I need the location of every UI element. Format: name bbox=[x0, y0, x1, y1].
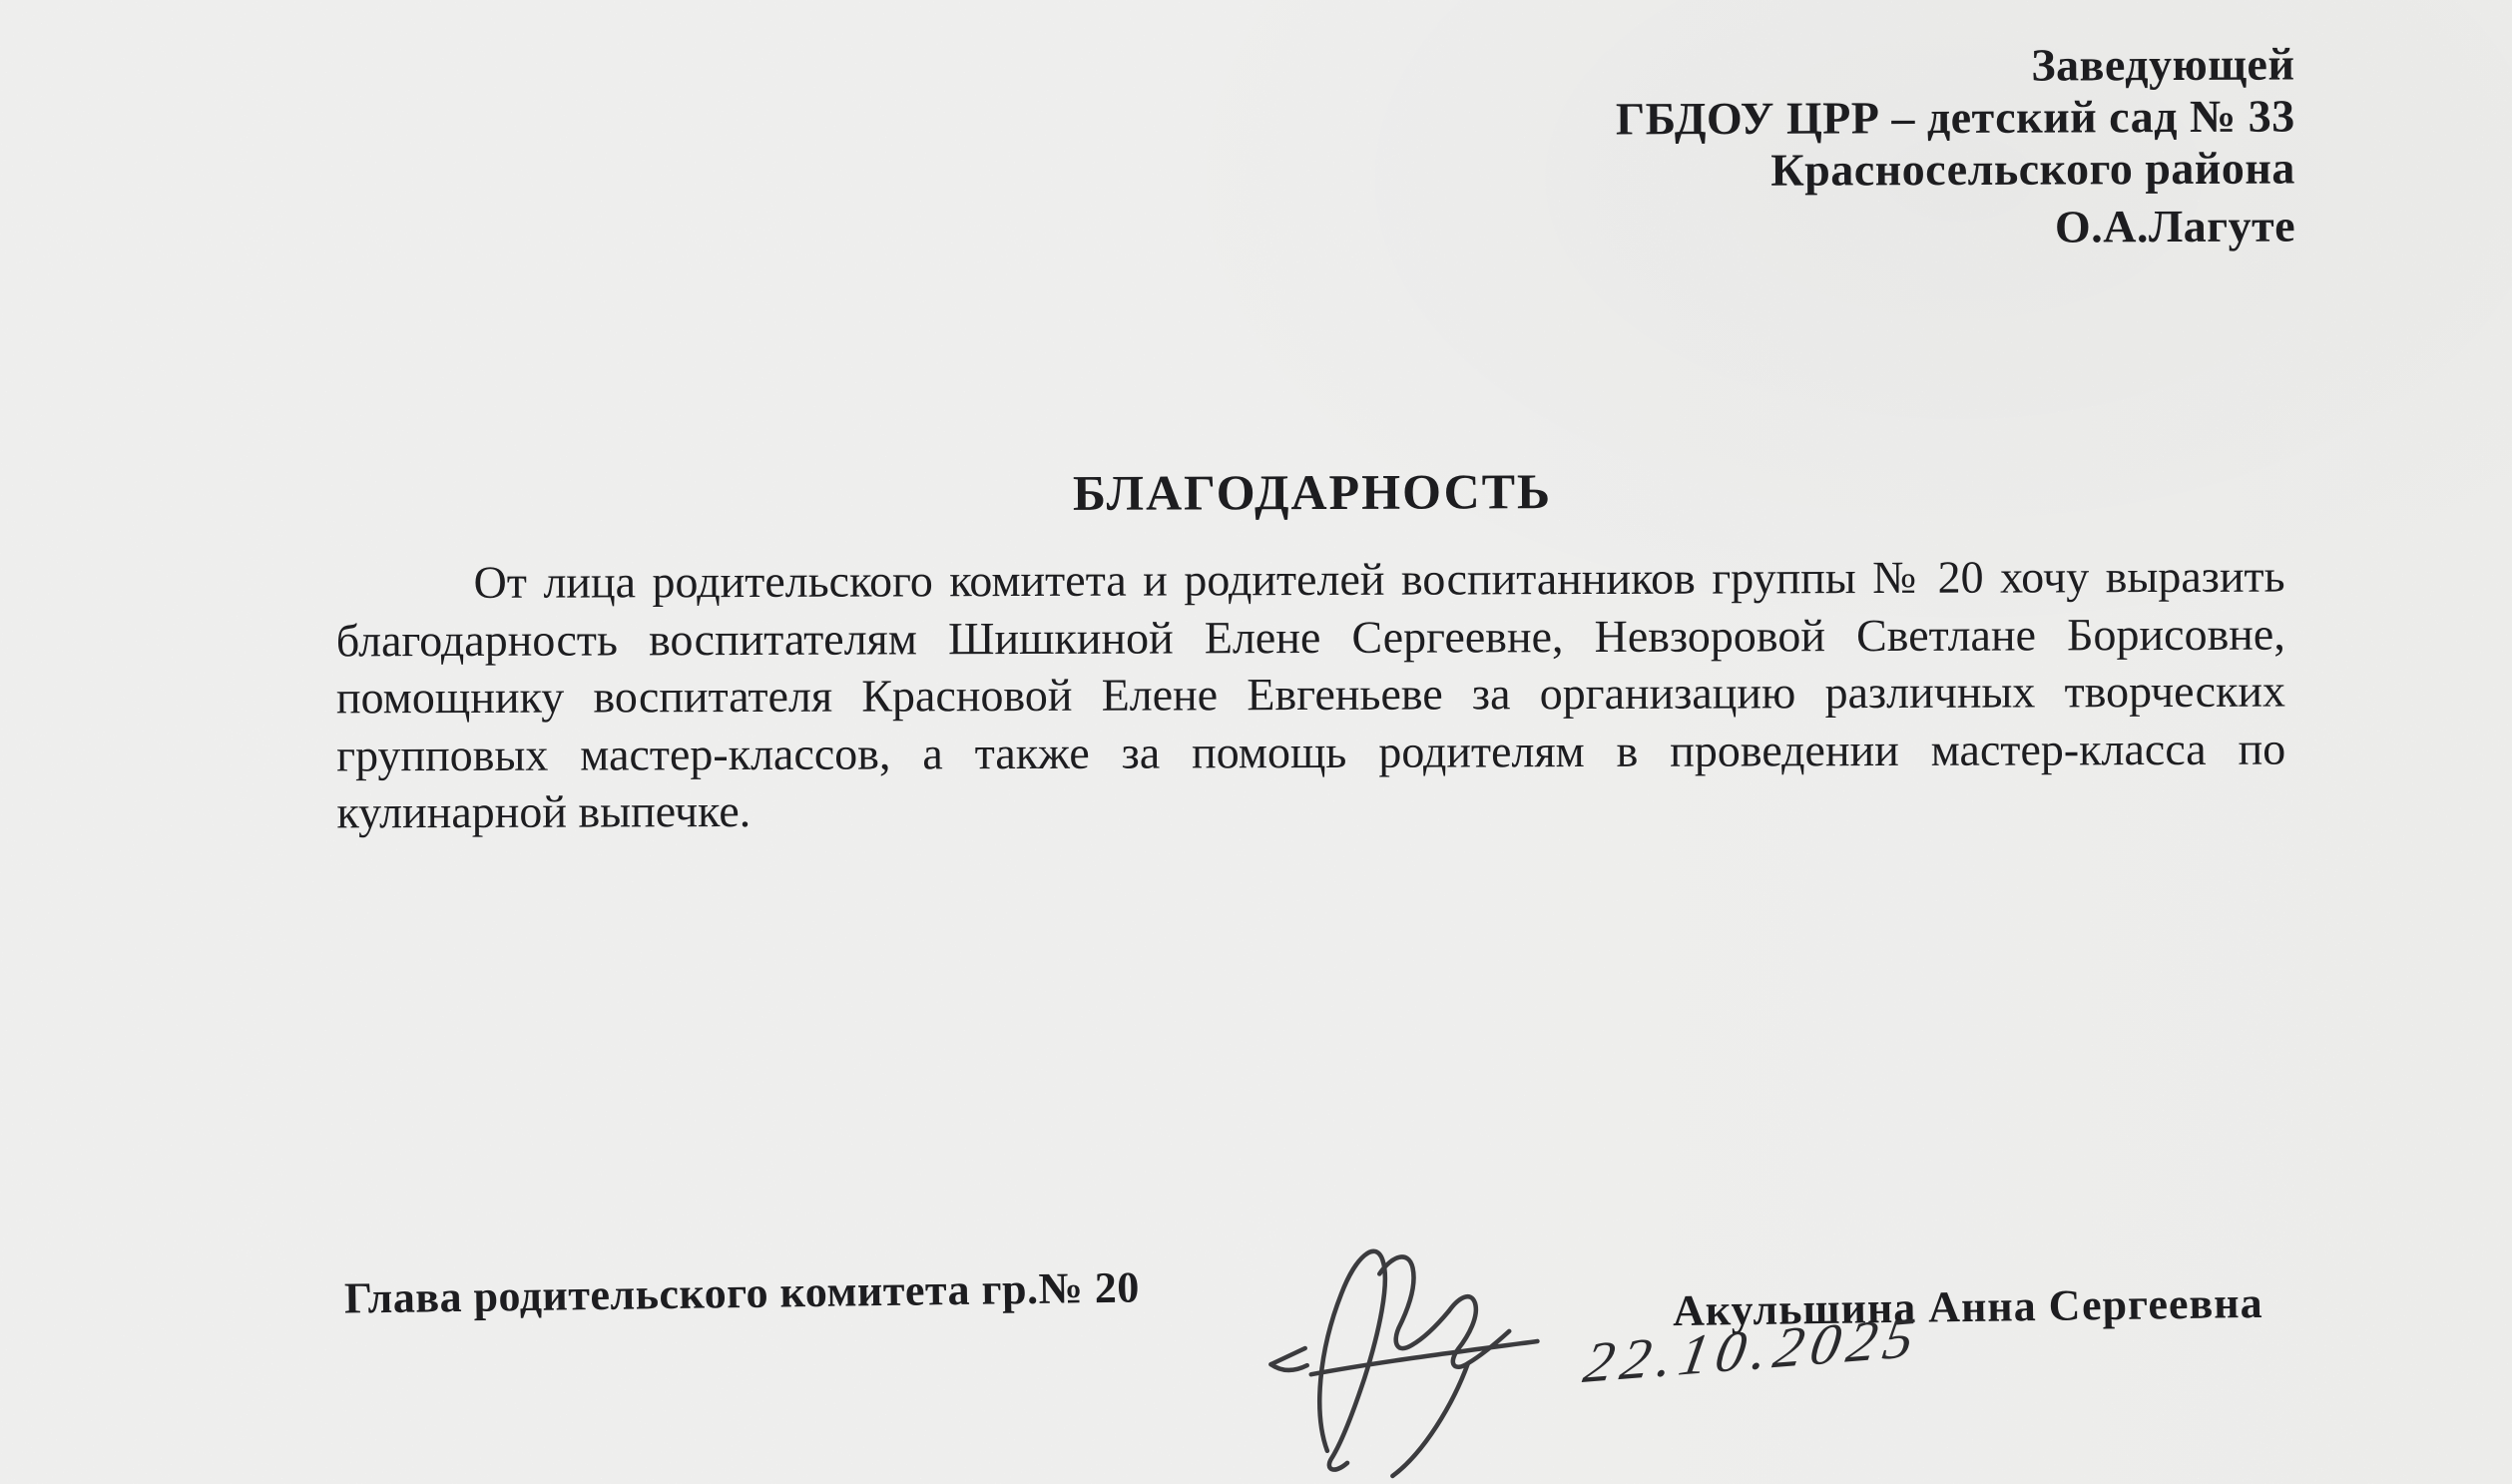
recipient-line-district: Красносельского района bbox=[1770, 142, 2296, 196]
body-line: От лица родительского комитета и родителей воспитанников группы № 20 хочу выразить bbox=[473, 550, 2285, 608]
document-title: БЛАГОДАРНОСТЬ bbox=[1072, 463, 1553, 521]
body-line: благодарность воспитателям Шишкиной Елене Сергеевне, Невзоровой Светлане Борисовне, bbox=[335, 608, 2285, 666]
handwritten-date: 22.10.2025 bbox=[1579, 1304, 1926, 1395]
body-line: кулинарной выпечке. bbox=[336, 784, 752, 838]
recipient-line-name: О.А.Лагуте bbox=[2055, 200, 2296, 252]
recipient-line-organization: ГБДОУ ЦРР – детский сад № 33 bbox=[1615, 90, 2295, 145]
body-line: помощнику воспитателя Красновой Елене Евгеньеве за организацию различных творческих bbox=[335, 665, 2286, 724]
signer-role-label: Глава родительского комитета гр.№ 20 bbox=[343, 1262, 1141, 1323]
body-line: групповых мастер-классов, а также за помощь родителям в проведении мастер-класса по bbox=[336, 723, 2286, 780]
signer-name: Акульшина Анна Сергеевна bbox=[1672, 1277, 2263, 1336]
body-paragraph bbox=[336, 548, 2286, 841]
recipient-line-position: Заведующей bbox=[2031, 38, 2295, 91]
recipient-block bbox=[1616, 39, 2296, 255]
handwritten-signature bbox=[1259, 1212, 1564, 1483]
